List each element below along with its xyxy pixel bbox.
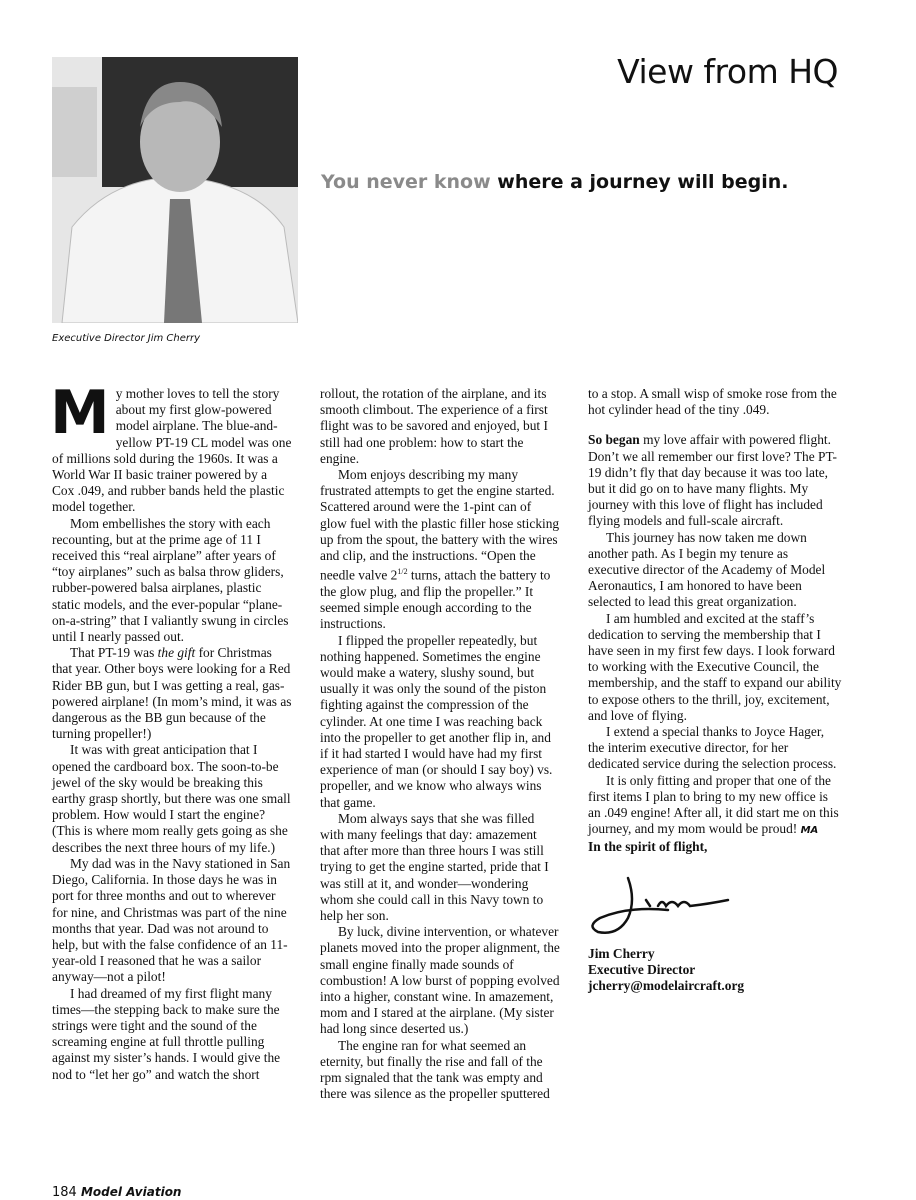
paragraph: rollout, the rotation of the airplane, and its smooth climbout. The experience of a first flight was to be savored and enjoyed, but I still had one problem: how to start the engine. [320, 386, 548, 466]
paragraph: I had dreamed of my first flight many times—the stepping back to make sure the strings were tight and the sound of the screaming engine at full throttle pulling against my sister’s hands. I would give the nod to “let her go” and watch the short [52, 985, 281, 1082]
emphasis: the gift [157, 645, 196, 661]
closing: In the spirit of flight, [588, 839, 708, 855]
paragraph: Mom embellishes the story with each recounting, but at the prime age of 11 I received this “real airplane” after years of “toy airplanes” such as balsa throw gliders, rubber-powered balsa airplanes, plastic static models, and the ever-popular “plane-on-a-string” that I valiantly swung in circles until I nearly passed out. [52, 515, 289, 645]
text: my love affair with powered flight. Don’t we all remember our first love? The PT-19 didn’t fly that day because it was too late, but it did go on to have many flights. My journey with this love of flight has included flying models and full-scale aircraft. [588, 432, 837, 529]
drop-cap: M [50, 378, 110, 448]
paragraph: to a stop. A small wisp of smoke rose from the hot cylinder head of the tiny .049. [588, 386, 837, 418]
text: turns, attach the battery to the glow plug, and flip the propeller.” It seemed simple enough according to the instructions. [320, 567, 551, 632]
subtitle-gray: You never know [321, 171, 491, 193]
signer-name: Jim Cherry [588, 945, 655, 961]
page-footer [52, 1185, 181, 1200]
paragraph-text: y mother loves to tell the story about my first glow-powered model airplane. The blue-and-yellow PT-19 CL model was one of millions sold during the 1960s. It was a World War II basic trainer powered by a Cox .049, and rubber bands held the plastic model together. [52, 386, 292, 515]
paragraph: I extend a special thanks to Joyce Hager, the interim executive director, for her dedicated service during the selection process. [588, 724, 837, 772]
paragraph [588, 432, 842, 529]
section-title: View from HQ [617, 52, 838, 91]
paragraph [52, 645, 292, 742]
author-photo [52, 57, 298, 323]
paragraph: By luck, divine intervention, or whatever planets moved into the proper alignment, the small engine finally made sounds of combustion! A low burst of popping evolved into a higher, constant wine. In amazement, mom and I stared at the airplane. (My sister had long since deserted us.) [320, 924, 560, 1037]
portrait-illustration [52, 57, 298, 323]
signature [588, 870, 738, 940]
signer-title: Executive Director [588, 961, 696, 977]
subtitle-black: where a journey will begin. [490, 171, 789, 193]
text: for Christmas that year. Other boys were looking for a Red Rider BB gun, but I was getting a real, gas-powered airplane! (In mom’s mind, it was as dangerous as the BB gun because of the turning propeller!) [52, 645, 292, 742]
text: That PT-19 was [70, 645, 158, 661]
paragraph [50, 378, 292, 516]
article-subtitle [321, 171, 788, 193]
page-number: 184 [52, 1185, 77, 1200]
paragraph: My dad was in the Navy stationed in San Diego, California. In those days he was in port for three months and out to wherever for nine, and Christmas was part of the nine months that year. Dad was not around to help, but with the false confidence of an 11-year-old I reasoned that he was a sailor anyway—not a pilot! [52, 855, 291, 985]
article-column-3 [588, 386, 842, 994]
paragraph: Mom always says that she was filled with many feelings that day: amazement that after more than three hours I was still trying to get the engine started, pride that I was still at it, and wonder—wondering whom she could call in this Navy town to help her son. [320, 810, 549, 923]
paragraph: The engine ran for what seemed an eternity, but finally the rise and fall of the rpm signaled that the tank was empty and there was silence as the propeller sputtered [320, 1037, 550, 1102]
text: Mom enjoys describing my many frustrated attempts to get the engine started. Scattered around were the 1-pint can of glow fuel with the plastic filler hose sticking up from the spout, the battery with the wires and clip, and the instructions. “Open the needle valve 2 [320, 467, 560, 583]
magazine-name: Model Aviation [80, 1185, 182, 1199]
end-mark: MA [800, 825, 819, 837]
paragraph [320, 467, 560, 633]
paragraph [588, 773, 842, 840]
paragraph: I flipped the propeller repeatedly, but nothing happened. Sometimes the engine would make a watery, slushy sound, but usually it was only the sound of the piston fighting against the compression of the cylinder. At one time I was reaching back into the propeller to get another flip in, and if it had started I would have had my first experience of man (or should I say boy) vs. propeller, and we know who always wins that game. [320, 632, 553, 810]
photo-caption: Executive Director Jim Cherry [52, 333, 201, 344]
article-column-2 [320, 386, 560, 1102]
text: It is only fitting and proper that one of the first items I plan to bring to my new office is an .049 engine! After all, it did start me on this journey, and my mom would be proud! [588, 772, 839, 837]
fraction: 1/2 [397, 567, 408, 577]
signer-email[interactable]: jcherry@modelaircraft.org [588, 978, 745, 994]
paragraph: It was with great anticipation that I opened the cardboard box. The soon-to-be jewel of the sky would be breaking this earthy grasp shortly, but there was one small problem. How would I start the engine? (This is where mom really gets going as she describes the next three hours of my life.) [52, 742, 291, 855]
paragraph: I am humbled and excited at the staff’s dedication to serving the membership that I have seen in my first few days. I look forward to working with the Executive Council, the membership, and the staff to expand our ability to expose others to the thrill, joy, excitement, and love of flying. [588, 610, 842, 723]
article-column-1 [50, 378, 292, 1083]
bold-lead: So began [588, 432, 640, 448]
paragraph: This journey has now taken me down another path. As I begin my tenure as executive director of the Academy of Model Aeronautics, I am honored to have been selected to lead this great organization. [588, 529, 826, 610]
